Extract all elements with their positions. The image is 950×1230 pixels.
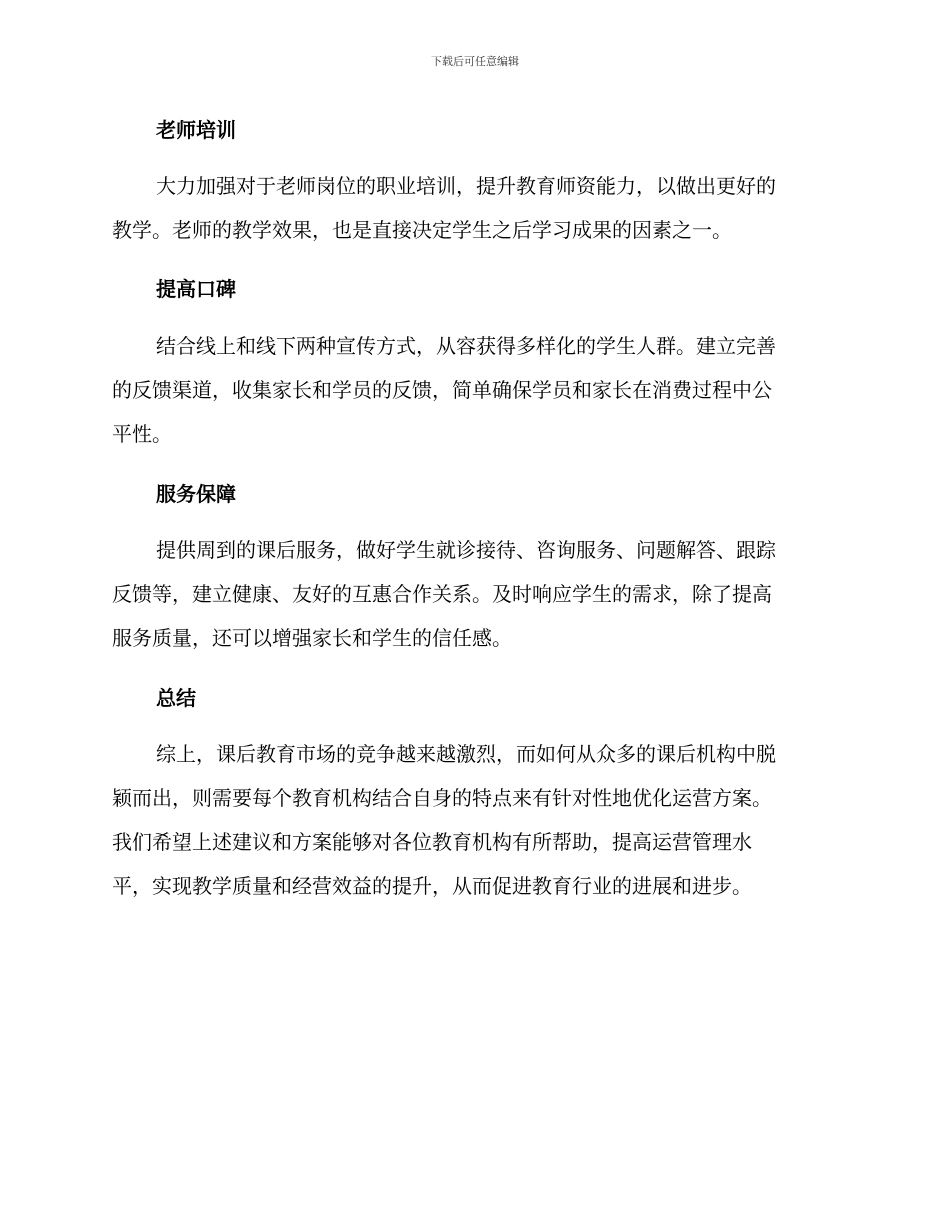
paragraph-line: 提供周到的课后服务，做好学生就诊接待、咨询服务、问题解答、跟踪 bbox=[156, 538, 776, 562]
section-paragraph-service bbox=[112, 528, 838, 660]
paragraph-line: 服务质量，还可以增强家长和学生的信任感。 bbox=[112, 626, 512, 650]
section-heading-summary: 总结 bbox=[156, 686, 196, 710]
section-heading-reputation: 提高口碑 bbox=[156, 277, 236, 301]
paragraph-line: 颖而出，则需要每个教育机构结合自身的特点来有针对性地优化运营方案。 bbox=[112, 786, 772, 810]
paragraph-line: 大力加强对于老师岗位的职业培训，提升教育师资能力，以做出更好的 bbox=[156, 174, 776, 198]
paragraph-line: 结合线上和线下两种宣传方式，从容获得多样化的学生人群。建立完善 bbox=[156, 334, 776, 358]
paragraph-line: 综上，课后教育市场的竞争越来越激烈，而如何从众多的课后机构中脱 bbox=[156, 742, 776, 766]
section-paragraph-summary bbox=[112, 732, 838, 908]
header-note: 下载后可任意编辑 bbox=[431, 55, 519, 68]
section-paragraph-teacher-training bbox=[112, 164, 838, 252]
section-heading-teacher-training: 老师培训 bbox=[156, 118, 236, 142]
paragraph-line: 的反馈渠道，收集家长和学员的反馈，简单确保学员和家长在消费过程中公 bbox=[112, 378, 772, 402]
paragraph-line: 教学。老师的教学效果，也是直接决定学生之后学习成果的因素之一。 bbox=[112, 218, 732, 242]
section-heading-service: 服务保障 bbox=[156, 482, 236, 506]
paragraph-line: 反馈等，建立健康、友好的互惠合作关系。及时响应学生的需求，除了提高 bbox=[112, 582, 772, 606]
paragraph-line: 平性。 bbox=[112, 422, 172, 446]
section-paragraph-reputation bbox=[112, 324, 838, 456]
paragraph-line: 平，实现教学质量和经营效益的提升，从而促进教育行业的进展和进步。 bbox=[112, 874, 752, 898]
paragraph-line: 我们希望上述建议和方案能够对各位教育机构有所帮助，提高运营管理水 bbox=[112, 830, 752, 854]
